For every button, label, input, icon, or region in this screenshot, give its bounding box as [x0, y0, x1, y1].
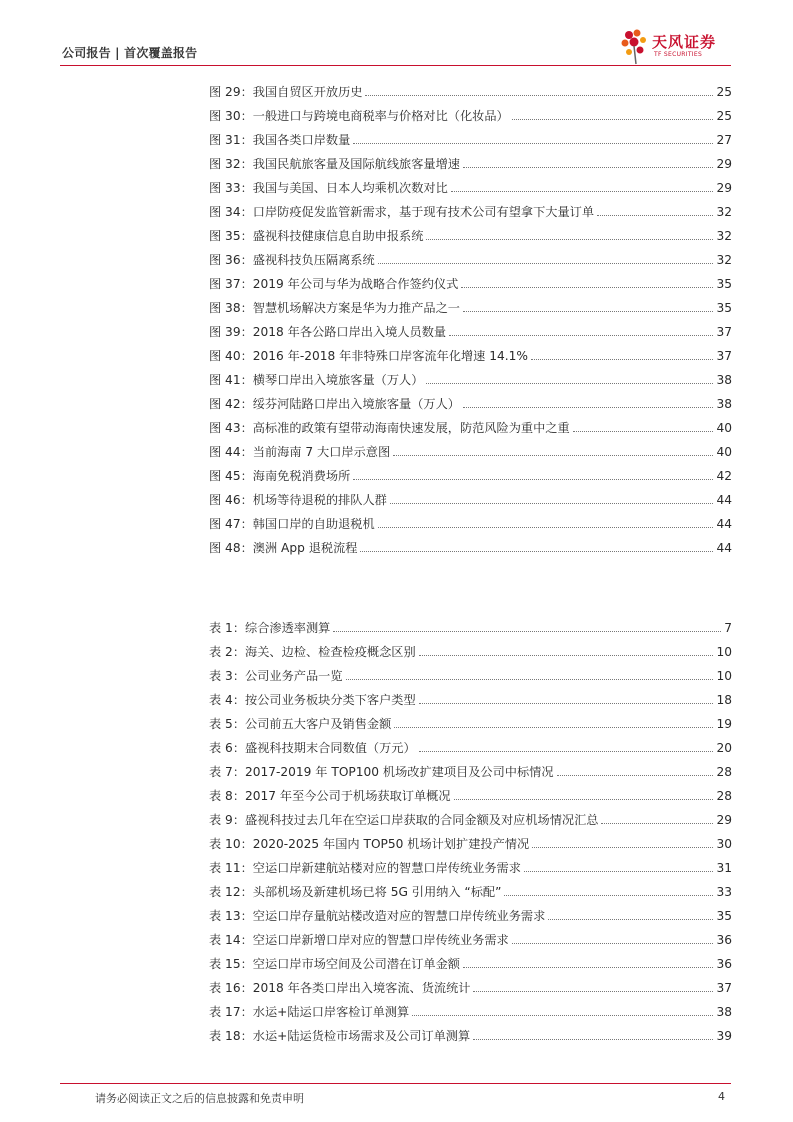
entry-label: 表 4：按公司业务板块分类下客户类型 [209, 693, 416, 707]
figure-entry[interactable] [209, 436, 732, 460]
entry-label: 图 41：横琴口岸出入境旅客量（万人） [209, 373, 424, 387]
entry-page: 10 [716, 669, 732, 683]
report-type-header: 公司报告 | 首次覆盖报告 [62, 46, 198, 60]
entry-page: 29 [716, 157, 732, 171]
dot-leader [426, 383, 713, 384]
header-divider [60, 65, 731, 66]
entry-page: 29 [716, 813, 732, 827]
entry-label: 表 17：水运+陆运口岸客检订单测算 [209, 1005, 410, 1019]
entry-label: 图 37：2019 年公司与华为战略合作签约仪式 [209, 277, 459, 291]
entry-page: 20 [716, 741, 732, 755]
table-entry[interactable] [209, 636, 732, 660]
entry-page: 38 [716, 397, 732, 411]
figure-entry[interactable] [209, 124, 732, 148]
entry-label: 图 40：2016 年-2018 年非特殊口岸客流年化增速 14.1% [209, 349, 528, 363]
dot-leader [378, 263, 714, 264]
entry-label: 图 42：绥芬河陆路口岸出入境旅客量（万人） [209, 397, 460, 411]
dot-leader [394, 727, 713, 728]
entry-page: 36 [716, 957, 732, 971]
dot-leader [390, 503, 714, 504]
entry-page: 31 [716, 861, 732, 875]
logo-flower-icon [620, 26, 652, 66]
table-entry[interactable] [209, 828, 732, 852]
entry-page: 37 [716, 349, 732, 363]
dot-leader [426, 239, 713, 240]
dot-leader [419, 655, 714, 656]
entry-page: 38 [716, 1005, 732, 1019]
entry-page: 37 [716, 981, 732, 995]
entry-label: 表 10：2020-2025 年国内 TOP50 机场计划扩建投产情况 [209, 837, 530, 851]
figure-entry[interactable] [209, 316, 732, 340]
dot-leader [504, 895, 713, 896]
table-list [209, 612, 732, 1044]
table-entry[interactable] [209, 948, 732, 972]
entry-page: 10 [716, 645, 732, 659]
logo-english-name: TF SECURITIES [654, 51, 703, 58]
entry-label: 表 12：头部机场及新建机场已将 5G 引用纳入 “标配” [209, 885, 502, 899]
entry-page: 19 [716, 717, 732, 731]
entry-label: 图 34：口岸防疫促发监管新需求，基于现有技术公司有望拿下大量订单 [209, 205, 595, 219]
entry-page: 37 [716, 325, 732, 339]
dot-leader [601, 823, 713, 824]
figure-entry[interactable] [209, 196, 732, 220]
dot-leader [419, 751, 714, 752]
dot-leader [473, 1039, 713, 1040]
entry-page: 44 [716, 493, 732, 507]
logo-chinese-name: 天风证券 [652, 33, 717, 51]
entry-label: 图 33：我国与美国、日本人均乘机次数对比 [209, 181, 448, 195]
dot-leader [573, 431, 714, 432]
figure-entry[interactable] [209, 292, 732, 316]
company-logo [620, 26, 735, 66]
entry-label: 图 44：当前海南 7 大口岸示意图 [209, 445, 391, 459]
entry-label: 图 38：智慧机场解决方案是华为力推产品之一 [209, 301, 460, 315]
figure-entry[interactable] [209, 532, 732, 556]
entry-label: 表 8：2017 年至今公司于机场获取订单概况 [209, 789, 451, 803]
table-entry[interactable] [209, 972, 732, 996]
entry-page: 28 [716, 765, 732, 779]
entry-label: 图 39：2018 年各公路口岸出入境人员数量 [209, 325, 447, 339]
figure-entry[interactable] [209, 484, 732, 508]
table-entry[interactable] [209, 684, 732, 708]
footer-divider [60, 1083, 731, 1084]
entry-label: 表 11：空运口岸新建航站楼对应的智慧口岸传统业务需求 [209, 861, 521, 875]
entry-page: 40 [716, 445, 732, 459]
dot-leader [365, 95, 713, 96]
figure-entry[interactable] [209, 460, 732, 484]
table-entry[interactable] [209, 780, 732, 804]
disclaimer-text: 请务必阅读正文之后的信息披露和免责申明 [95, 1092, 304, 1105]
dot-leader [360, 551, 713, 552]
table-entry[interactable] [209, 900, 732, 924]
dot-leader [454, 799, 714, 800]
entry-page: 18 [716, 693, 732, 707]
table-entry[interactable] [209, 708, 732, 732]
table-entry[interactable] [209, 732, 732, 756]
entry-label: 图 30：一般进口与跨境电商税率与价格对比（化妆品） [209, 109, 509, 123]
entry-page: 33 [716, 885, 732, 899]
figure-list [209, 76, 732, 556]
entry-label: 图 47：韩国口岸的自助退税机 [209, 517, 375, 531]
figure-entry[interactable] [209, 268, 732, 292]
entry-page: 44 [716, 517, 732, 531]
dot-leader [473, 991, 713, 992]
dot-leader [393, 455, 713, 456]
entry-page: 40 [716, 421, 732, 435]
entry-label: 图 48：澳洲 App 退税流程 [209, 541, 358, 555]
dot-leader [597, 215, 713, 216]
entry-label: 表 14：空运口岸新增口岸对应的智慧口岸传统业务需求 [209, 933, 509, 947]
dot-leader [333, 631, 721, 632]
figure-entry[interactable] [209, 76, 732, 100]
entry-label: 表 5：公司前五大客户及销售金额 [209, 717, 392, 731]
dot-leader [449, 335, 713, 336]
entry-label: 表 9：盛视科技过去几年在空运口岸获取的合同金额及对应机场情况汇总 [209, 813, 599, 827]
dot-leader [461, 287, 713, 288]
figure-entry[interactable] [209, 388, 732, 412]
entry-page: 28 [716, 789, 732, 803]
entry-page: 29 [716, 181, 732, 195]
dot-leader [548, 919, 713, 920]
entry-label: 图 45：海南免税消费场所 [209, 469, 351, 483]
dot-leader [463, 967, 714, 968]
entry-page: 32 [716, 253, 732, 267]
entry-page: 32 [716, 229, 732, 243]
entry-label: 表 1：综合渗透率测算 [209, 621, 331, 635]
dot-leader [451, 191, 714, 192]
entry-page: 27 [716, 133, 732, 147]
entry-label: 表 7：2017-2019 年 TOP100 机场改扩建项目及公司中标情况 [209, 765, 554, 779]
table-entry[interactable] [209, 756, 732, 780]
entry-label: 表 6：盛视科技期末合同数值（万元） [209, 741, 416, 755]
dot-leader [512, 119, 714, 120]
dot-leader [531, 359, 714, 360]
table-entry[interactable] [209, 852, 732, 876]
dot-leader [512, 943, 714, 944]
entry-page: 35 [716, 277, 732, 291]
table-entry[interactable] [209, 924, 732, 948]
figure-entry[interactable] [209, 412, 732, 436]
entry-label: 图 31：我国各类口岸数量 [209, 133, 351, 147]
entry-page: 35 [716, 909, 732, 923]
entry-page: 25 [716, 109, 732, 123]
entry-page: 42 [716, 469, 732, 483]
entry-page: 38 [716, 373, 732, 387]
table-entry[interactable] [209, 1020, 732, 1044]
figure-entry[interactable] [209, 148, 732, 172]
dot-leader [463, 167, 714, 168]
dot-leader [353, 143, 713, 144]
figure-entry[interactable] [209, 364, 732, 388]
table-entry[interactable] [209, 876, 732, 900]
entry-page: 30 [716, 837, 732, 851]
dot-leader [412, 1015, 713, 1016]
table-entry[interactable] [209, 660, 732, 684]
dot-leader [353, 479, 713, 480]
table-entry[interactable] [209, 612, 732, 636]
dot-leader [463, 407, 714, 408]
figure-entry[interactable] [209, 172, 732, 196]
entry-label: 表 16：2018 年各类口岸出入境客流、货流统计 [209, 981, 471, 995]
figure-entry[interactable] [209, 340, 732, 364]
dot-leader [463, 311, 714, 312]
entry-label: 图 36：盛视科技负压隔离系统 [209, 253, 375, 267]
entry-label: 表 3：公司业务产品一览 [209, 669, 343, 683]
table-entry[interactable] [209, 804, 732, 828]
dot-leader [524, 871, 714, 872]
entry-label: 图 43：高标准的政策有望带动海南快速发展，防范风险为重中之重 [209, 421, 570, 435]
entry-page: 44 [716, 541, 732, 555]
entry-label: 图 46：机场等待退税的排队人群 [209, 493, 387, 507]
entry-label: 表 13：空运口岸存量航站楼改造对应的智慧口岸传统业务需求 [209, 909, 546, 923]
dot-leader [532, 847, 713, 848]
dot-leader [557, 775, 714, 776]
dot-leader [419, 703, 714, 704]
table-entry[interactable] [209, 996, 732, 1020]
entry-page: 39 [716, 1029, 732, 1043]
figure-entry[interactable] [209, 244, 732, 268]
dot-leader [378, 527, 714, 528]
entry-page: 35 [716, 301, 732, 315]
figure-entry[interactable] [209, 100, 732, 124]
dot-leader [346, 679, 714, 680]
entry-label: 图 32：我国民航旅客量及国际航线旅客量增速 [209, 157, 460, 171]
entry-label: 表 2：海关、边检、检查检疫概念区别 [209, 645, 416, 659]
entry-page: 25 [716, 85, 732, 99]
entry-page: 36 [716, 933, 732, 947]
figure-entry[interactable] [209, 220, 732, 244]
entry-page: 7 [724, 621, 732, 635]
entry-page: 32 [716, 205, 732, 219]
entry-label: 表 15：空运口岸市场空间及公司潜在订单金额 [209, 957, 460, 971]
entry-label: 图 29：我国自贸区开放历史 [209, 85, 363, 99]
entry-label: 表 18：水运+陆运货检市场需求及公司订单测算 [209, 1029, 471, 1043]
page-number: 4 [718, 1090, 725, 1103]
figure-entry[interactable] [209, 508, 732, 532]
entry-label: 图 35：盛视科技健康信息自助申报系统 [209, 229, 424, 243]
